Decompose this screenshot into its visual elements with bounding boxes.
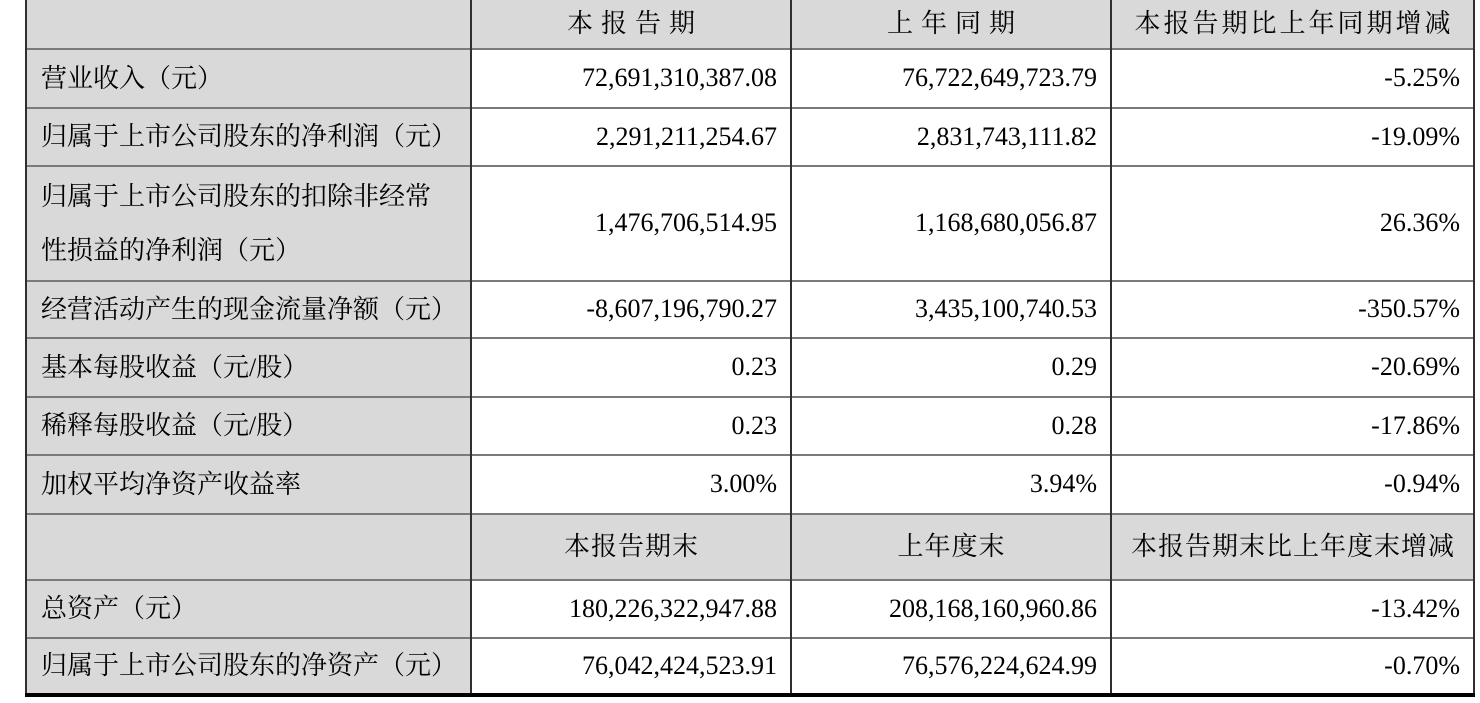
table-row-diluted-eps [26,397,1474,455]
value-change: -19.09% [1111,108,1474,166]
table-row-weighted-roe [26,455,1474,514]
row-label: 归属于上市公司股东的扣除非经常 性损益的净利润（元） [26,166,471,281]
table-row-net-assets [26,638,1474,695]
value-change: -0.70% [1111,638,1474,695]
value-prior: 3.94% [791,455,1111,514]
value-change: -20.69% [1111,338,1474,397]
row-label: 归属于上市公司股东的净资产（元） [26,638,471,695]
row-label: 归属于上市公司股东的净利润（元） [26,108,471,166]
row-label: 稀释每股收益（元/股） [26,397,471,455]
table-row-net-profit-excl-nonrecurring [26,166,1474,281]
value-current: 1,476,706,514.95 [471,166,791,281]
value-prior: 208,168,160,960.86 [791,580,1111,638]
value-prior: 76,722,649,723.79 [791,49,1111,108]
value-change: -13.42% [1111,580,1474,638]
row-label: 加权平均净资产收益率 [26,455,471,514]
col-header-period-change: 本报告期比上年同期增减 [1111,0,1474,49]
value-change: -350.57% [1111,281,1474,338]
value-change: 26.36% [1111,166,1474,281]
col-header-period-end-change: 本报告期末比上年度末增减 [1111,514,1474,580]
value-prior: 76,576,224,624.99 [791,638,1111,695]
value-change: -0.94% [1111,455,1474,514]
period-header-row [26,0,1474,49]
value-current: 2,291,211,254.67 [471,108,791,166]
table-row-total-assets [26,580,1474,638]
value-prior: 2,831,743,111.82 [791,108,1111,166]
value-current: -8,607,196,790.27 [471,281,791,338]
row-label: 营业收入（元） [26,49,471,108]
period-end-header-row [26,514,1474,580]
table-row-operating-revenue [26,49,1474,108]
value-current: 0.23 [471,397,791,455]
value-prior: 0.28 [791,397,1111,455]
period-header-empty-cell [26,0,471,49]
col-header-period-end: 本报告期末 [471,514,791,580]
value-current: 76,042,424,523.91 [471,638,791,695]
key-accounting-data-table [25,0,1475,697]
period-end-header-empty-cell [26,514,471,580]
value-prior: 1,168,680,056.87 [791,166,1111,281]
value-current: 3.00% [471,455,791,514]
table-row-net-profit [26,108,1474,166]
col-header-prior-period: 上年同期 [791,0,1111,49]
col-header-current-period: 本报告期 [471,0,791,49]
value-current: 180,226,322,947.88 [471,580,791,638]
value-prior: 3,435,100,740.53 [791,281,1111,338]
row-label: 基本每股收益（元/股） [26,338,471,397]
value-current: 72,691,310,387.08 [471,49,791,108]
value-change: -17.86% [1111,397,1474,455]
value-current: 0.23 [471,338,791,397]
row-label: 经营活动产生的现金流量净额（元） [26,281,471,338]
col-header-prior-year-end: 上年度末 [791,514,1111,580]
table-row-operating-cash-flow [26,281,1474,338]
value-prior: 0.29 [791,338,1111,397]
table-row-basic-eps [26,338,1474,397]
row-label: 总资产（元） [26,580,471,638]
value-change: -5.25% [1111,49,1474,108]
